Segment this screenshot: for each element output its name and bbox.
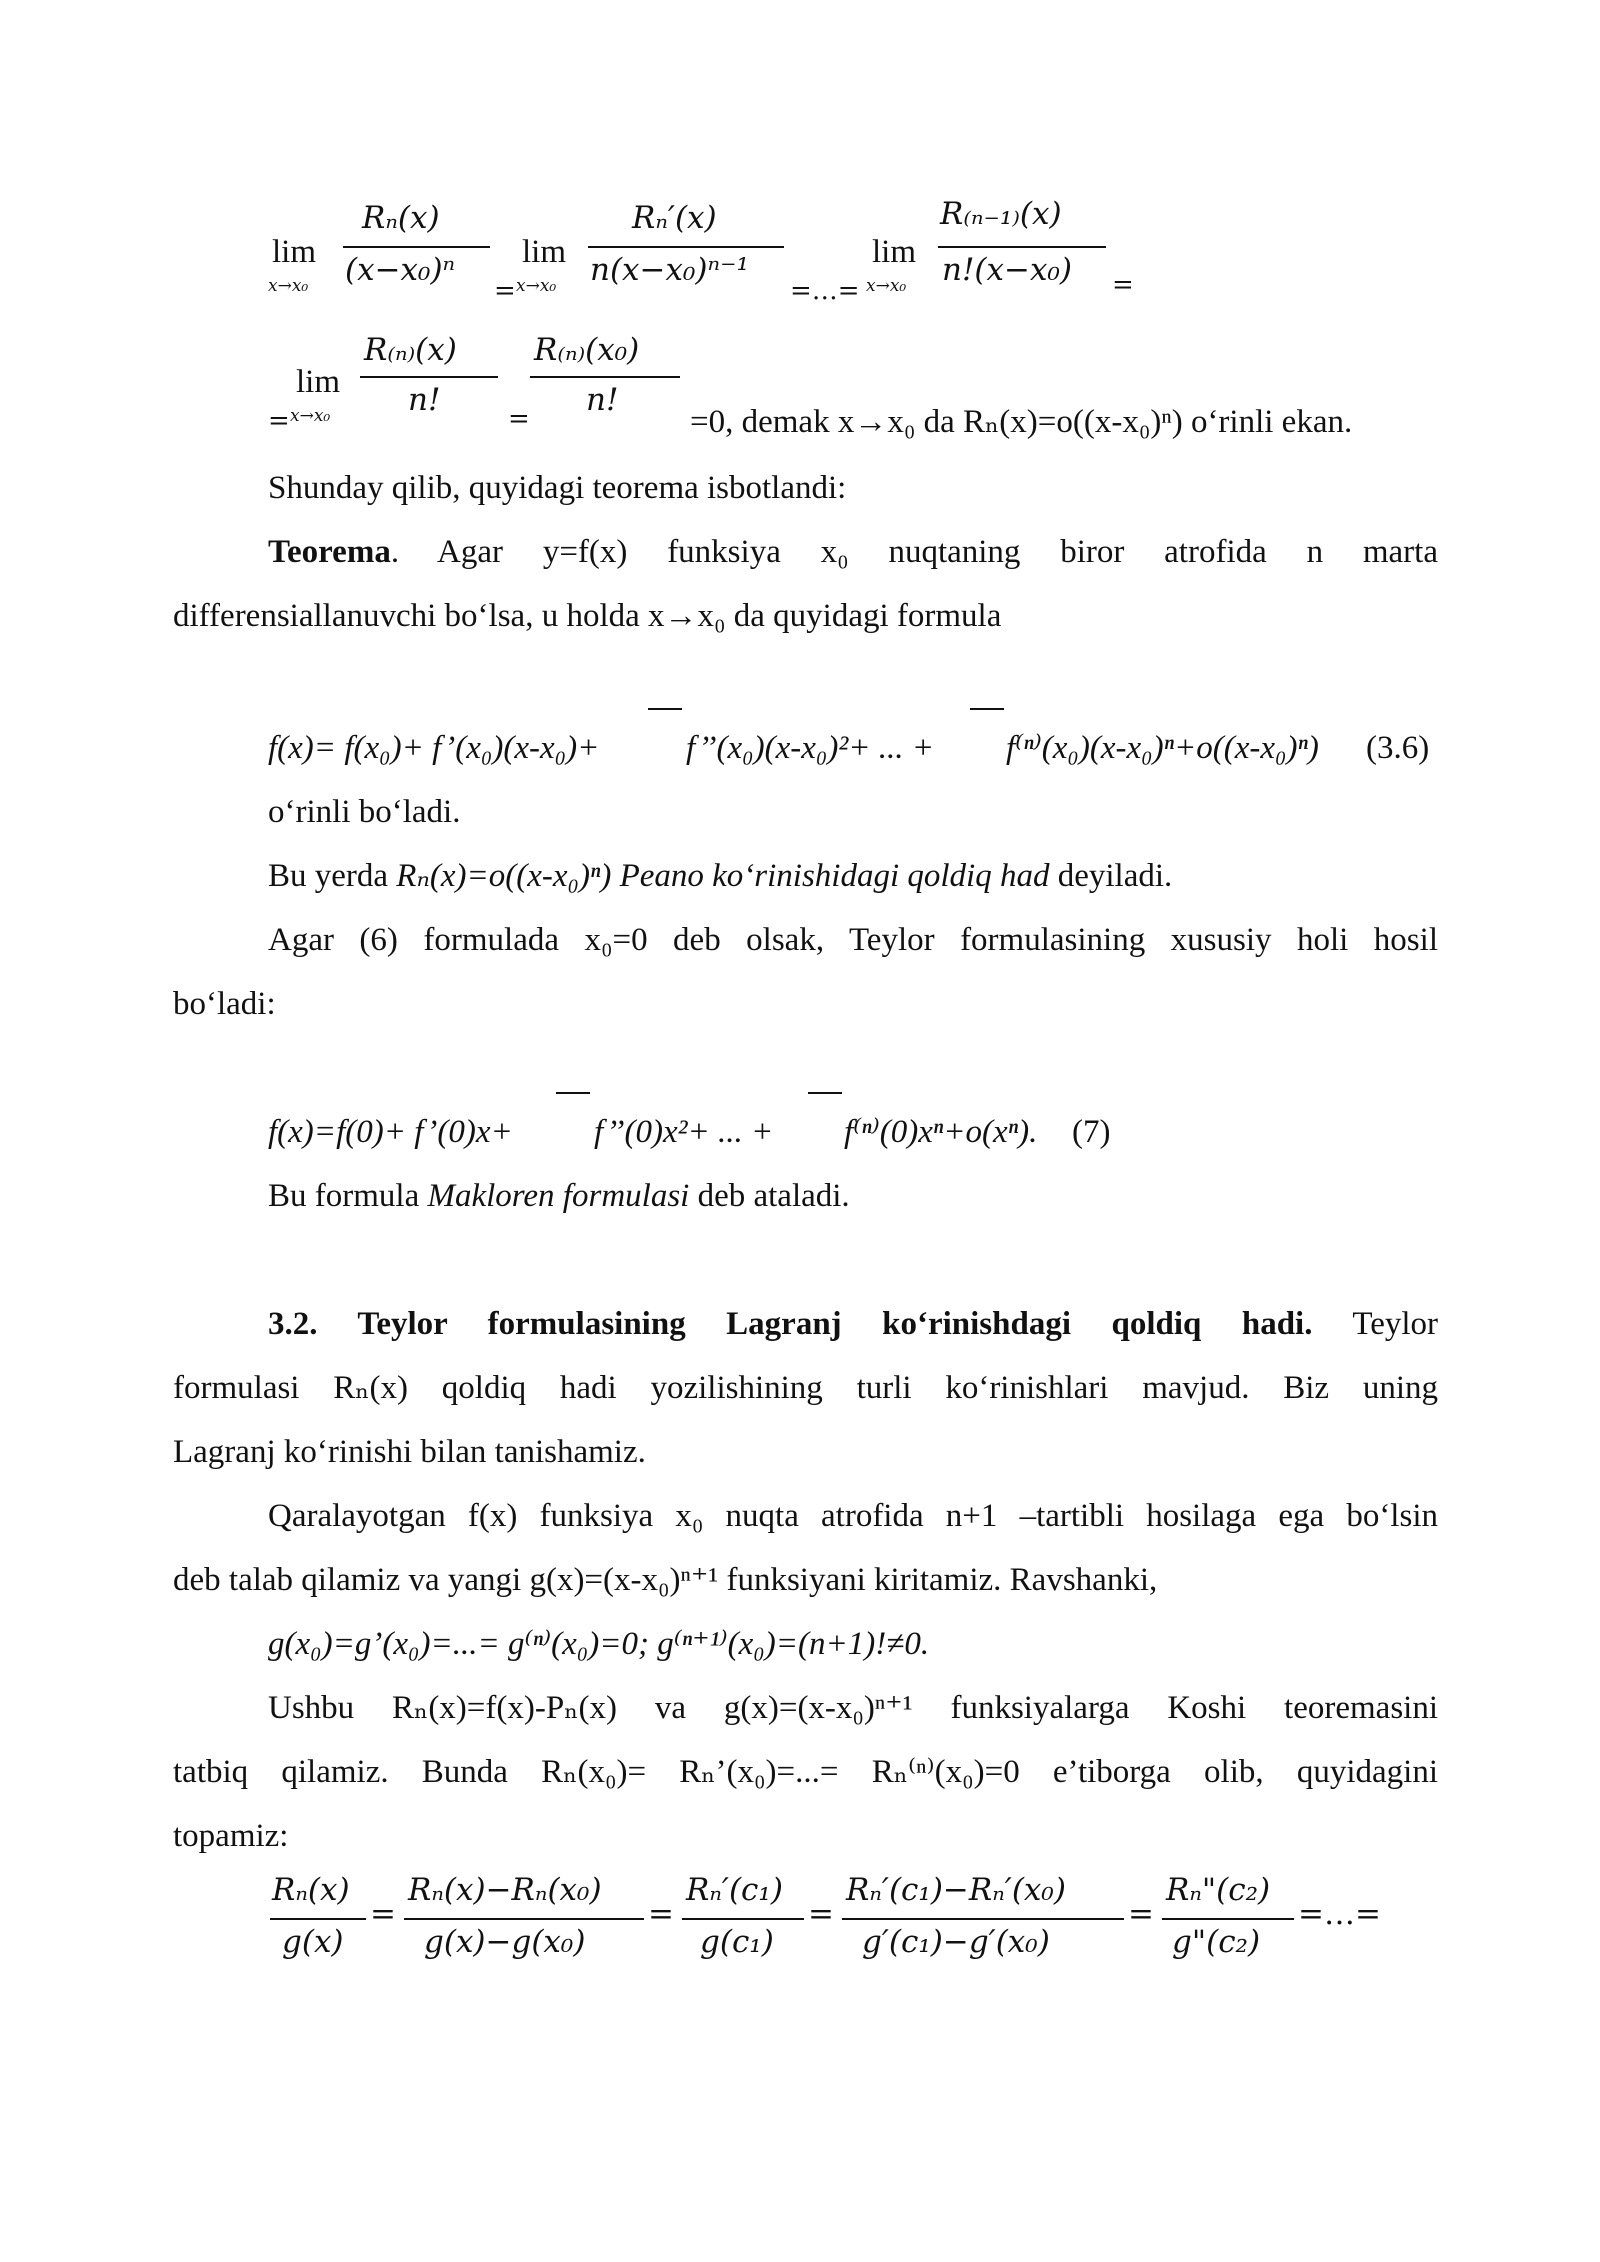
paragraph-cauchy-1: Ushbu Rₙ(x)=f(x)-Pₙ(x) va g(x)=(x-x₀)ⁿ⁺¹ funksiyalarga Koshi teoremasini [268, 1690, 1438, 1726]
ratio-dots-equals: =…= [1298, 1896, 1381, 1932]
formula-3-6-part-2: f’’(x₀)(x-x₀)²+ ... + [686, 730, 935, 766]
paragraph-theorem-intro: Shunday qilib, quyidagi teorema isbotlandi: [268, 470, 847, 506]
fraction-5-numerator: R₍ₙ₎(x₀) [534, 332, 640, 368]
fraction-5-denominator: n! [586, 382, 619, 418]
fraction-1-denominator: (x−x₀)ⁿ [345, 252, 456, 288]
fraction-1-bar [343, 246, 490, 248]
ratio-3-numerator: Rₙ′(c₁) [686, 1872, 783, 1908]
fraction-4-numerator: R₍ₙ₎(x) [364, 332, 457, 368]
ratio-equals-2: = [648, 1896, 674, 1932]
fraction-3-numerator: R₍ₙ₋₁₎(x) [940, 196, 1062, 232]
fraction-bar-small-2 [970, 708, 1004, 710]
peano-term: Peano ko‘rinishidagi qoldiq had [611, 858, 1050, 894]
section-3-2-line-2: formulasi Rₙ(x) qoldiq hadi yozilishining turli ko‘rinishlari mavjud. Biz uning [173, 1370, 1438, 1406]
ratio-1-bar [270, 1918, 366, 1920]
lim-4: lim [296, 364, 341, 400]
paragraph-cauchy-3: topamiz: [173, 1818, 289, 1854]
section-3-2-heading: 3.2. Teylor formulasining Lagranj ko‘rinishdagi qoldiq hadi. [268, 1306, 1313, 1342]
formula-3-6-part-1: f(x)= f(x₀)+ f’(x₀)(x-x₀)+ [268, 730, 600, 766]
formula-7-part-2: f’’(0)x²+ ... + [594, 1114, 774, 1150]
maclaurin-term: Makloren formulasi [427, 1178, 690, 1214]
section-3-2-heading-line [268, 1304, 1438, 1344]
fraction-4-denominator: n! [408, 382, 441, 418]
ratio-2-bar [404, 1918, 644, 1920]
ratio-2-numerator: Rₙ(x)−Rₙ(x₀) [408, 1872, 602, 1908]
formula-3-6-number: (3.6) [1366, 730, 1430, 766]
formula-7-part-3: f⁽ⁿ⁾(0)xⁿ+o(xⁿ). [844, 1114, 1038, 1150]
lim-3-subscript: x→x₀ [866, 276, 907, 296]
maclaurin-prefix: Bu formula [268, 1178, 428, 1214]
limit-conclusion: =0, demak x→x₀ da Rₙ(x)=o((x-x₀)ⁿ) o‘rinli ekan. [690, 404, 1353, 440]
paragraph-maclaurin-intro-2: bo‘ladi: [173, 986, 276, 1022]
ratio-5-numerator: Rₙ"(c₂) [1166, 1872, 1271, 1908]
ratio-5-bar [1162, 1918, 1294, 1920]
ratio-5-denominator: g"(c₂) [1172, 1924, 1261, 1960]
fraction-2-denominator: n(x−x₀)ⁿ⁻¹ [590, 252, 749, 288]
formula-7-part-1: f(x)=f(0)+ f’(0)x+ [268, 1114, 513, 1150]
fraction-bar-small-1 [648, 708, 682, 710]
ratio-3-bar [682, 1918, 804, 1920]
fraction-3-bar [938, 246, 1106, 248]
fraction-2-bar [588, 246, 784, 248]
fraction-4-bar [360, 376, 498, 378]
ratio-1-numerator: Rₙ(x) [272, 1872, 350, 1908]
equals-4: = [508, 404, 530, 434]
fraction-2-numerator: Rₙ′(x) [632, 200, 717, 236]
ratio-1-denominator: g(x) [282, 1924, 344, 1960]
ratio-equals-4: = [1128, 1896, 1154, 1932]
fraction-1-numerator: Rₙ(x) [362, 200, 440, 236]
lim-2-subscript: x→x₀ [516, 276, 557, 296]
g-formula: g(x₀)=g’(x₀)=...= g⁽ⁿ⁾(x₀)=0; g⁽ⁿ⁺¹⁾(x₀)=(n+1)!≠0. [268, 1626, 930, 1662]
theorem-line-2: differensiallanuvchi bo‘lsa, u holda x→x₀ da quyidagi formula [173, 598, 1002, 634]
ratio-4-denominator: g′(c₁)−g′(x₀) [862, 1924, 1050, 1960]
peano-formula: Rₙ(x)=o((x-x₀)ⁿ) [396, 858, 612, 894]
paragraph-valid: o‘rinli bo‘ladi. [268, 794, 461, 830]
paragraph-maclaurin-name [268, 1176, 850, 1216]
equals-2: = [1112, 270, 1134, 300]
ratio-4-bar [842, 1918, 1124, 1920]
paragraph-g-intro-2: deb talab qilamiz va yangi g(x)=(x-x₀)ⁿ⁺¹ funksiyani kiritamiz. Ravshanki, [173, 1562, 1158, 1598]
ratio-4-numerator: Rₙ′(c₁)−Rₙ′(x₀) [846, 1872, 1066, 1908]
fraction-bar-small-3 [556, 1092, 590, 1094]
ratio-equals-1: = [370, 1896, 396, 1932]
ratio-3-denominator: g(c₁) [700, 1924, 774, 1960]
lim-2: lim [522, 234, 567, 270]
fraction-5-bar [530, 376, 680, 378]
ratio-2-denominator: g(x)−g(x₀) [424, 1924, 586, 1960]
dots-equals: =…= [790, 276, 860, 306]
theorem-text-1: . Agar y=f(x) funksiya x₀ nuqtaning biror atrofida n marta [390, 534, 1438, 570]
peano-suffix: deyiladi. [1049, 858, 1173, 894]
paragraph-maclaurin-intro-1: Agar (6) formulada x₀=0 deb olsak, Teylor formulasining xususiy holi hosil [268, 922, 1438, 958]
peano-prefix: Bu yerda [268, 858, 397, 894]
equals-1: = [494, 276, 516, 306]
paragraph-g-intro-1: Qaralayotgan f(x) funksiya x₀ nuqta atrofida n+1 –tartibli hosilaga ega bo‘lsin [268, 1498, 1438, 1534]
fraction-3-denominator: n!(x−x₀) [942, 252, 1072, 288]
maclaurin-suffix: deb ataladi. [689, 1178, 850, 1214]
lim-4-subscript: x→x₀ [290, 406, 331, 426]
section-3-2-line-3: Lagranj ko‘rinishi bilan tanishamiz. [173, 1434, 646, 1470]
theorem-line-1 [268, 532, 1438, 572]
lim-1: lim [272, 234, 317, 270]
section-3-2-line-1-rest: Teylor [1352, 1306, 1439, 1342]
lim-3: lim [872, 234, 917, 270]
ratio-equals-3: = [808, 1896, 834, 1932]
equals-3: = [268, 406, 290, 436]
fraction-bar-small-4 [808, 1092, 842, 1094]
formula-3-6-part-3: f⁽ⁿ⁾(x₀)(x-x₀)ⁿ+o((x-x₀)ⁿ) [1006, 730, 1319, 766]
lim-1-subscript: x→x₀ [268, 276, 309, 296]
paragraph-peano [268, 856, 1172, 896]
theorem-label: Teorema [268, 534, 391, 570]
paragraph-cauchy-2: tatbiq qilamiz. Bunda Rₙ(x₀)= Rₙ’(x₀)=...= Rₙ⁽ⁿ⁾(x₀)=0 e’tiborga olib, quyidagini [173, 1754, 1438, 1790]
formula-7-number: (7) [1072, 1114, 1111, 1150]
